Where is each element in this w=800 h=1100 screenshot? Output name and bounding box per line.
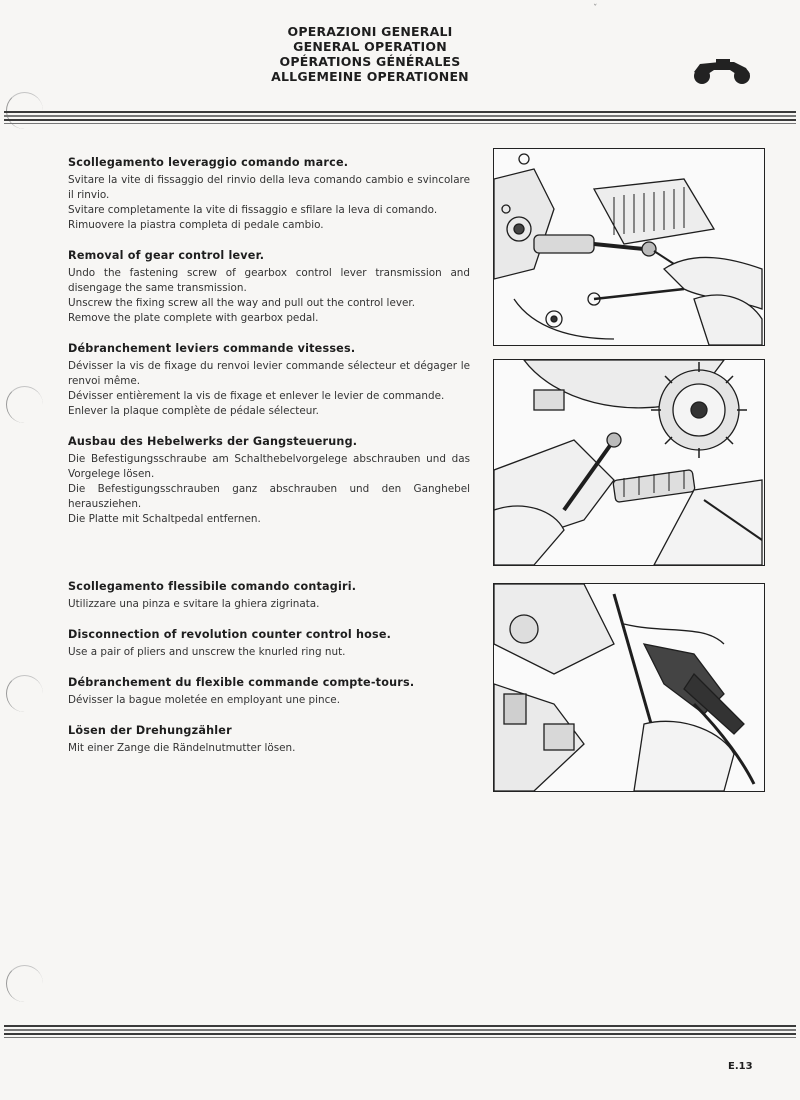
block-line: Use a pair of pliers and unscrew the knurled ring nut. — [68, 646, 346, 658]
block-heading: Lösen der Drehungzähler — [68, 724, 232, 737]
title-de: ALLGEMEINE OPERATIONEN — [271, 69, 469, 84]
section-rev-counter — [68, 580, 470, 772]
block-line: Unscrew the fixing screw all the way and pull out the control lever. — [68, 297, 415, 309]
binder-hole — [6, 386, 43, 423]
rev-counter-hose-pliers-illustration — [493, 583, 765, 792]
motorcycle-icon — [690, 56, 754, 86]
block-line: Enlever la plaque complète de pédale sélecteur. — [68, 405, 319, 417]
block-line: Mit einer Zange die Rändelnutmutter lösen. — [68, 742, 296, 754]
block-heading: Débranchement leviers commande vitesses. — [68, 342, 356, 355]
block-line: Svitare completamente la vite di fissaggio e sfilare la leva di comando. — [68, 204, 438, 216]
binder-hole — [6, 965, 43, 1002]
block-heading: Removal of gear control lever. — [68, 249, 265, 262]
header-rule — [4, 111, 796, 126]
block-line: Rimuovere la piastra completa di pedale cambio. — [68, 219, 324, 231]
text-block-it — [68, 580, 470, 612]
text-block-de — [68, 724, 470, 756]
scan-mark: ˇ — [593, 4, 598, 14]
page-number: E.13 — [728, 1061, 753, 1072]
block-line: Svitare la vite di fissaggio del rinvio della leva comando cambio e svincolare il rinvio. — [68, 174, 470, 201]
block-heading: Disconnection of revolution counter control hose. — [68, 628, 392, 641]
page-title — [250, 24, 490, 84]
text-block-de — [68, 435, 470, 527]
gear-lever-linkage-illustration — [493, 148, 765, 346]
block-line: Die Befestigungsschraube am Schalthebelvorgelege abschrauben und das Vorgelege lösen. — [68, 453, 470, 480]
block-line: Dévisser entièrement la vis de fixage et enlever le levier de commande. — [68, 390, 445, 402]
block-line: Die Platte mit Schaltpedal entfernen. — [68, 513, 261, 525]
block-heading: Scollegamento flessibile comando contagiri. — [68, 580, 357, 593]
block-line: Dévisser la bague moletée en employant une pince. — [68, 694, 340, 706]
text-block-fr — [68, 676, 470, 708]
block-line: Dévisser la vis de fixage du renvoi levier commande sélecteur et dégager le renvoi même. — [68, 360, 470, 387]
block-line: Utilizzare una pinza e svitare la ghiera zigrinata. — [68, 598, 320, 610]
title-it: OPERAZIONI GENERALI — [287, 24, 453, 39]
block-heading: Ausbau des Hebelwerks der Gangsteuerung. — [68, 435, 358, 448]
block-heading: Débranchement du flexible commande compte-tours. — [68, 676, 415, 689]
binder-hole — [6, 675, 43, 712]
section-gear-lever — [68, 156, 470, 543]
title-en: GENERAL OPERATION — [293, 39, 447, 54]
text-block-fr — [68, 342, 470, 419]
block-line: Undo the fastening screw of gearbox control lever transmission and disengage the same transmission. — [68, 267, 470, 294]
text-block-it — [68, 156, 470, 233]
block-line: Die Befestigungsschrauben ganz abschrauben und den Ganghebel herausziehen. — [68, 483, 470, 510]
block-heading: Scollegamento leveraggio comando marce. — [68, 156, 349, 169]
title-fr: OPÉRATIONS GÉNÉRALES — [279, 54, 461, 69]
footer-rule — [4, 1025, 796, 1040]
gearbox-pedal-removal-illustration — [493, 359, 765, 566]
text-block-en — [68, 249, 470, 326]
block-line: Remove the plate complete with gearbox pedal. — [68, 312, 319, 324]
text-block-en — [68, 628, 470, 660]
